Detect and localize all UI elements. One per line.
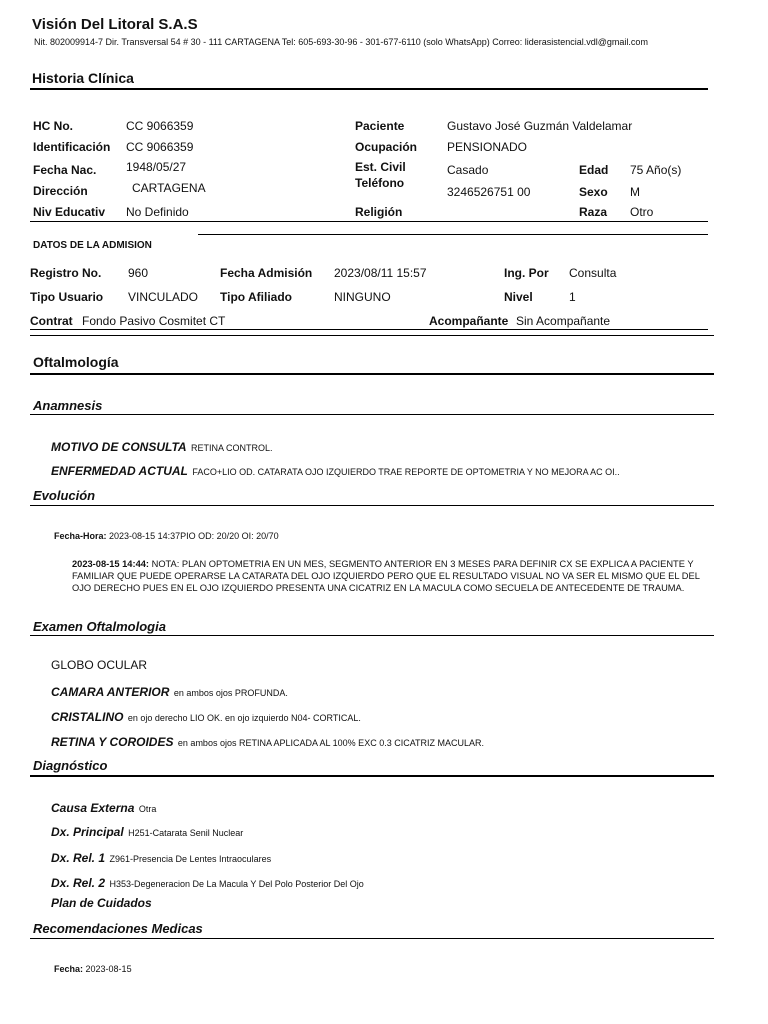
principal-diagnosis-label: Dx. Principal bbox=[51, 825, 124, 839]
hc-value: CC 9066359 bbox=[126, 119, 194, 133]
principal-diagnosis-value: H251-Catarata Senil Nuclear bbox=[128, 828, 244, 838]
admission-top-rule bbox=[198, 234, 708, 235]
race-value: Otro bbox=[630, 205, 654, 219]
education-label: Niv Educativ bbox=[33, 205, 106, 219]
evolution-datetime bbox=[54, 531, 279, 541]
reason-value: RETINA CONTROL. bbox=[191, 443, 273, 453]
exam-divider bbox=[30, 635, 714, 636]
related-diagnosis-1-label: Dx. Rel. 1 bbox=[51, 851, 106, 865]
external-cause-value: Otra bbox=[138, 804, 157, 814]
evolution-note bbox=[72, 558, 720, 594]
retina-choroid-label: RETINA Y COROIDES bbox=[51, 735, 174, 749]
education-value: No Definido bbox=[126, 205, 189, 219]
diagnosis-title: Diagnóstico bbox=[33, 758, 108, 773]
hc-label: HC No. bbox=[33, 119, 73, 133]
specialty-divider bbox=[30, 373, 714, 375]
registry-label: Registro No. bbox=[30, 266, 102, 280]
external-cause-label: Causa Externa bbox=[51, 801, 135, 815]
evolution-note-text: NOTA: PLAN OPTOMETRIA EN UN MES, SEGMENTO ANTERIOR EN 3 MESES PARA DEFINIR CX SE EXPLICA A PACIENTE Y FAMILIAR QUE PUEDE OPERARSE LA CATARATA DEL OJO IZQUIERDO PERO QUE EL RESULTADO VISUAL NO VA SER EL MISMO QUE EL DEL OJO DERECHO PUES EN EL OJO IZQUIERDO PRESENTA UNA CICATRIZ EN LA MACULA COMO SECUELA DE ANTECEDENTE DE TRAUMA. bbox=[72, 559, 700, 593]
race-label: Raza bbox=[579, 205, 608, 219]
user-type-value: VINCULADO bbox=[128, 290, 199, 304]
reason-label: MOTIVO DE CONSULTA bbox=[51, 440, 187, 454]
retina-choroid bbox=[51, 733, 484, 751]
contract-label: Contrat bbox=[30, 314, 73, 328]
related-diagnosis-1-value: Z961-Presencia De Lentes Intraoculares bbox=[109, 854, 272, 864]
document-title: Historia Clínica bbox=[32, 70, 134, 86]
anterior-chamber-label: CAMARA ANTERIOR bbox=[51, 685, 170, 699]
reason-for-consultation bbox=[51, 438, 273, 456]
current-illness-value: FACO+LIO OD. CATARATA OJO IZQUIERDO TRAE REPORTE DE OPTOMETRIA Y NO MEJORA AC OI.. bbox=[192, 467, 620, 477]
company-info: Nit. 802009914-7 Dir. Transversal 54 # 30 - 111 CARTAGENA Tel: 605-693-30-96 - 301-677-6110 (solo WhatsApp) Correo: liderasistencial.vdl@gmail.com bbox=[34, 37, 648, 47]
specialty-title: Oftalmología bbox=[33, 354, 119, 370]
related-diagnosis-2-label: Dx. Rel. 2 bbox=[51, 876, 106, 890]
affiliate-type-value: NINGUNO bbox=[334, 290, 391, 304]
religion-label: Religión bbox=[355, 205, 403, 219]
companion-label: Acompañante bbox=[429, 314, 509, 328]
id-value: CC 9066359 bbox=[126, 140, 194, 154]
lens-label: CRISTALINO bbox=[51, 710, 124, 724]
current-illness bbox=[51, 462, 620, 480]
eyeball-heading: GLOBO OCULAR bbox=[51, 658, 148, 672]
user-type-label: Tipo Usuario bbox=[30, 290, 104, 304]
recommendations-divider bbox=[30, 938, 714, 939]
phone-value: 3246526751 00 bbox=[447, 185, 531, 199]
evolution-divider bbox=[30, 505, 714, 506]
sex-value: M bbox=[630, 185, 640, 199]
external-cause bbox=[51, 799, 156, 817]
birth-value: 1948/05/27 bbox=[126, 160, 187, 174]
exam-title: Examen Oftalmologia bbox=[33, 619, 166, 634]
affiliate-type-label: Tipo Afiliado bbox=[220, 290, 292, 304]
id-label: Identificación bbox=[33, 140, 111, 154]
anamnesis-divider bbox=[30, 414, 714, 415]
admission-divider-2 bbox=[30, 335, 714, 336]
related-diagnosis-2-value: H353-Degeneracion De La Macula Y Del Polo Posterior Del Ojo bbox=[109, 879, 364, 889]
principal-diagnosis bbox=[51, 823, 243, 841]
level-value: 1 bbox=[569, 290, 576, 304]
care-plan-label: Plan de Cuidados bbox=[51, 896, 152, 910]
admission-divider-1 bbox=[30, 329, 708, 330]
occupation-label: Ocupación bbox=[355, 140, 418, 154]
company-name: Visión Del Litoral S.A.S bbox=[32, 16, 198, 33]
address-value: CARTAGENA bbox=[132, 181, 206, 195]
civil-status-value: Casado bbox=[447, 163, 489, 177]
admission-title: DATOS DE LA ADMISION bbox=[33, 240, 152, 251]
age-value: 75 Año(s) bbox=[630, 163, 682, 177]
occupation-value: PENSIONADO bbox=[447, 140, 528, 154]
anterior-chamber-value: en ambos ojos PROFUNDA. bbox=[173, 688, 288, 698]
lens bbox=[51, 708, 361, 726]
sex-label: Sexo bbox=[579, 185, 608, 199]
entry-value: Consulta bbox=[569, 266, 617, 280]
entry-label: Ing. Por bbox=[504, 266, 549, 280]
retina-choroid-value: en ambos ojos RETINA APLICADA AL 100% EXC 0.3 CICATRIZ MACULAR. bbox=[177, 738, 485, 748]
lens-value: en ojo derecho LIO OK. en ojo izquierdo N04- CORTICAL. bbox=[127, 713, 361, 723]
evolution-note-time: 2023-08-15 14:44: bbox=[72, 559, 150, 569]
evolution-title: Evolución bbox=[33, 488, 96, 503]
patient-name-label: Paciente bbox=[355, 119, 405, 133]
evolution-datetime-label: Fecha-Hora: bbox=[54, 531, 107, 541]
companion-value: Sin Acompañante bbox=[516, 314, 611, 328]
recommendation-date bbox=[54, 964, 132, 974]
diagnosis-divider bbox=[30, 775, 714, 777]
related-diagnosis-2 bbox=[51, 874, 364, 892]
anamnesis-title: Anamnesis bbox=[33, 398, 103, 413]
admission-date-label: Fecha Admisión bbox=[220, 266, 313, 280]
recommendation-date-value: 2023-08-15 bbox=[85, 964, 132, 974]
registry-value: 960 bbox=[128, 266, 149, 280]
anterior-chamber bbox=[51, 683, 288, 701]
contract-value: Fondo Pasivo Cosmitet CT bbox=[82, 314, 226, 328]
level-label: Nivel bbox=[504, 290, 533, 304]
current-illness-label: ENFERMEDAD ACTUAL bbox=[51, 464, 188, 478]
civil-status-label: Est. Civil bbox=[355, 160, 406, 174]
address-label: Dirección bbox=[33, 184, 88, 198]
age-label: Edad bbox=[579, 163, 609, 177]
admission-date-value: 2023/08/11 15:57 bbox=[334, 266, 427, 280]
phone-label: Teléfono bbox=[355, 176, 405, 190]
title-divider bbox=[30, 88, 708, 90]
birth-label: Fecha Nac. bbox=[33, 163, 97, 177]
evolution-datetime-value: 2023-08-15 14:37PIO OD: 20/20 OI: 20/70 bbox=[109, 531, 279, 541]
patient-name-value: Gustavo José Guzmán Valdelamar bbox=[447, 119, 633, 133]
related-diagnosis-1 bbox=[51, 849, 271, 867]
patient-divider bbox=[30, 221, 708, 222]
recommendation-date-label: Fecha: bbox=[54, 964, 84, 974]
recommendations-title: Recomendaciones Medicas bbox=[33, 921, 203, 936]
